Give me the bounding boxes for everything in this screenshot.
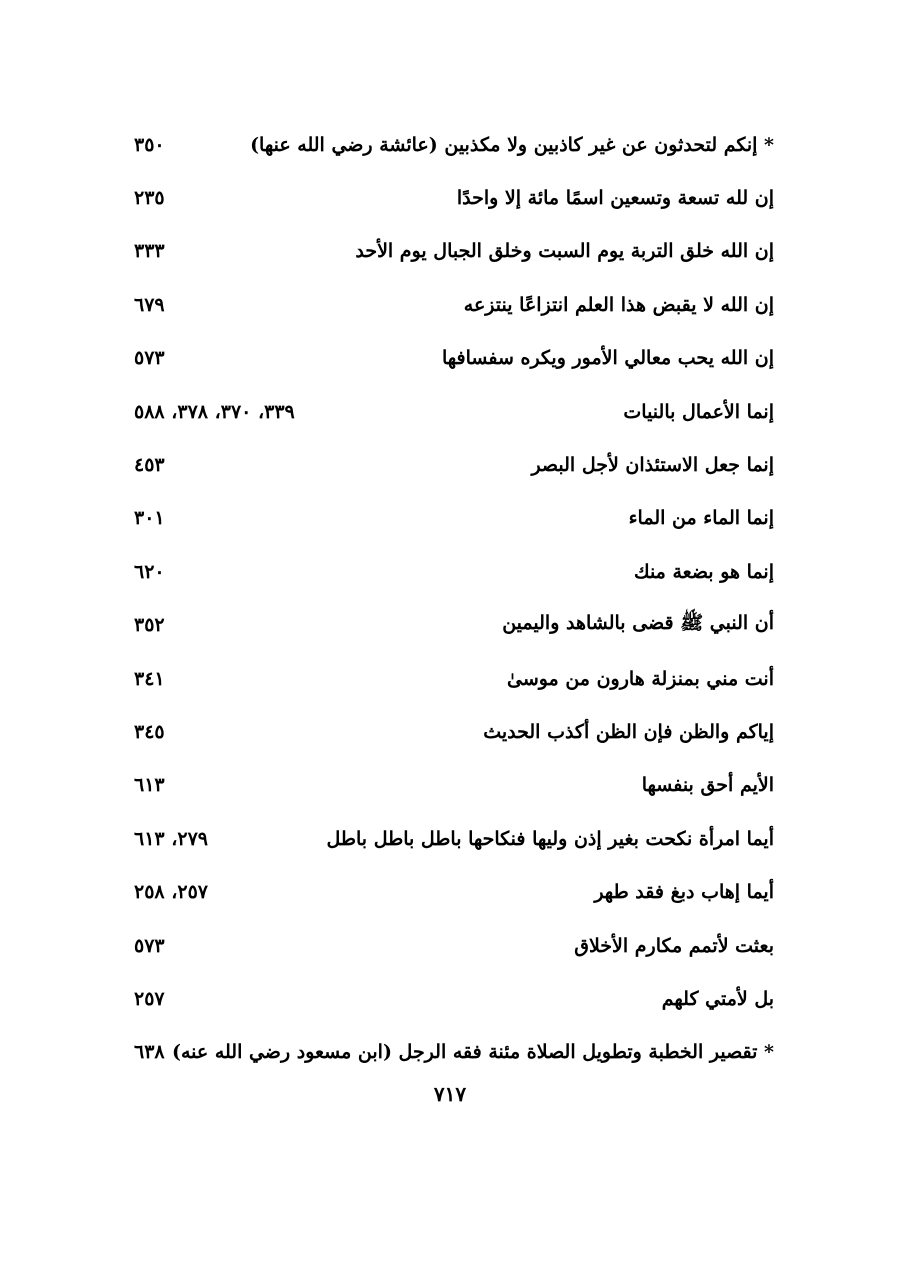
index-entry xyxy=(128,759,774,812)
index-entry xyxy=(128,1026,774,1079)
index-entry xyxy=(128,332,774,385)
hadith-index-list xyxy=(128,118,774,1079)
entry-pages: ٥٧٣ xyxy=(134,934,165,957)
index-entry xyxy=(128,492,774,545)
entry-pages: ٤٥٣ xyxy=(134,454,165,477)
entry-text: * تقصير الخطبة وتطويل الصلاة مئنة فقه الرجل (ابن مسعود رضي الله عنه) xyxy=(171,1041,774,1064)
index-entry xyxy=(128,652,774,705)
entry-text: بل لأمتي كلهم xyxy=(661,987,774,1010)
entry-pages: ٢٥٧ xyxy=(134,987,165,1010)
index-entry xyxy=(128,225,774,278)
entry-text: إنما جعل الاستئذان لأجل البصر xyxy=(531,454,774,477)
index-entry xyxy=(128,972,774,1025)
index-entry xyxy=(128,118,774,171)
entry-pages: ٣٥٢ xyxy=(134,614,165,637)
entry-pages: ٦٢٠ xyxy=(134,560,165,583)
entry-pages: ٦٣٨ xyxy=(134,1041,165,1064)
index-entry xyxy=(128,545,774,598)
entry-pages: ٣٤٥ xyxy=(134,720,165,743)
entry-text: إن الله يحب معالي الأمور ويكره سفسافها xyxy=(441,347,774,370)
entry-pages: ٣٥٠ xyxy=(134,133,165,156)
index-entry xyxy=(128,919,774,972)
entry-text: إن لله تسعة وتسعين اسمًا مائة إلا واحدًا xyxy=(456,187,774,210)
entry-pages: ٦١٣ xyxy=(134,774,165,797)
entry-pages: ٣٤١ xyxy=(134,667,165,690)
index-entry xyxy=(128,812,774,865)
index-entry xyxy=(128,171,774,224)
index-entry xyxy=(128,599,774,652)
entry-pages: ٣٣٣ xyxy=(134,240,165,263)
index-entry xyxy=(128,385,774,438)
entry-pages: ٣٣٩، ٣٧٠، ٣٧٨، ٥٨٨ xyxy=(134,400,295,423)
entry-text: إن الله لا يقبض هذا العلم انتزاعًا ينتزعه xyxy=(463,293,774,316)
entry-text: * إنكم لتحدثون عن غير كاذبين ولا مكذبين (عائشة رضي الله عنها) xyxy=(250,133,774,156)
entry-text: إن الله خلق التربة يوم السبت وخلق الجبال يوم الأحد xyxy=(355,240,774,263)
entry-pages: ٢٧٩، ٦١٣ xyxy=(134,827,208,850)
entry-text: أنت مني بمنزلة هارون من موسىٰ xyxy=(506,667,774,690)
entry-text: أيما إهاب دبغ فقد طهر xyxy=(594,881,774,904)
entry-text: أيما امرأة نكحت بغير إذن وليها فنكاحها باطل باطل باطل xyxy=(326,827,774,850)
entry-pages: ٢٥٧، ٢٥٨ xyxy=(134,881,208,904)
entry-text: الأيم أحق بنفسها xyxy=(641,774,774,797)
entry-text: إياكم والظن فإن الظن أكذب الحديث xyxy=(483,720,774,743)
entry-pages: ٥٧٣ xyxy=(134,347,165,370)
index-entry xyxy=(128,705,774,758)
entry-pages: ٢٣٥ xyxy=(134,187,165,210)
index-entry xyxy=(128,278,774,331)
entry-pages: ٦٧٩ xyxy=(134,293,165,316)
entry-text: إنما الماء من الماء xyxy=(628,507,774,530)
entry-text: إنما الأعمال بالنيات xyxy=(623,400,774,423)
index-entry xyxy=(128,438,774,491)
entry-text: أن النبي ﷺ قضى بالشاهد واليمين xyxy=(502,612,774,635)
entry-text: إنما هو بضعة منك xyxy=(633,560,774,583)
entry-text: بعثت لأتمم مكارم الأخلاق xyxy=(574,934,774,957)
entry-pages: ٣٠١ xyxy=(134,507,165,530)
page-number: ٧١٧ xyxy=(433,1082,467,1106)
index-entry xyxy=(128,865,774,918)
